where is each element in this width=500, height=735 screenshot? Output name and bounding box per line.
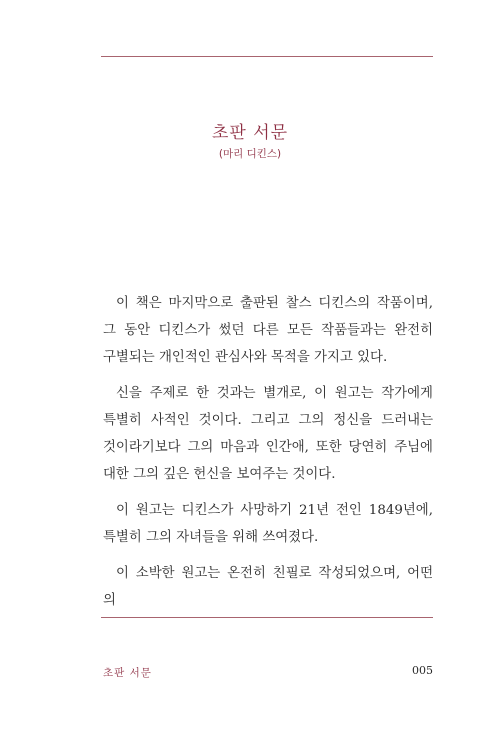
page-title: 초판 서문 [211,123,289,143]
paragraph: 이 원고는 디킨스가 사망하기 21년 전인 1849년에, 특별히 그의 자녀들을 위해 쓰여졌다. [103,503,433,545]
bottom-rule [101,617,433,618]
running-footer-section: 초판 서문 [103,667,152,679]
body-text [103,290,433,623]
top-rule [101,56,433,57]
page-subtitle: (마리 디킨스) [218,148,282,160]
paragraph: 이 소박한 원고는 온전히 친필로 작성되었으며, 어떤 의 [103,566,433,608]
page-number: 005 [412,664,433,677]
paragraph: 신을 주제로 한 것과는 별개로, 이 원고는 작가에게 특별히 사적인 것이다. 그리고 그의 정신을 드러내는 것이라기보다 그의 마음과 인간애, 또한 당연히 주님에 대한 그의 깊은 헌신을 보여주는 것이다. [103,386,433,482]
paragraph: 이 책은 마지막으로 출판된 찰스 디킨스의 작품이며, 그 동안 디킨스가 썼던 다른 모든 작품들과는 완전히 구별되는 개인적인 관심사와 목적을 가지고 있다. [103,296,433,365]
